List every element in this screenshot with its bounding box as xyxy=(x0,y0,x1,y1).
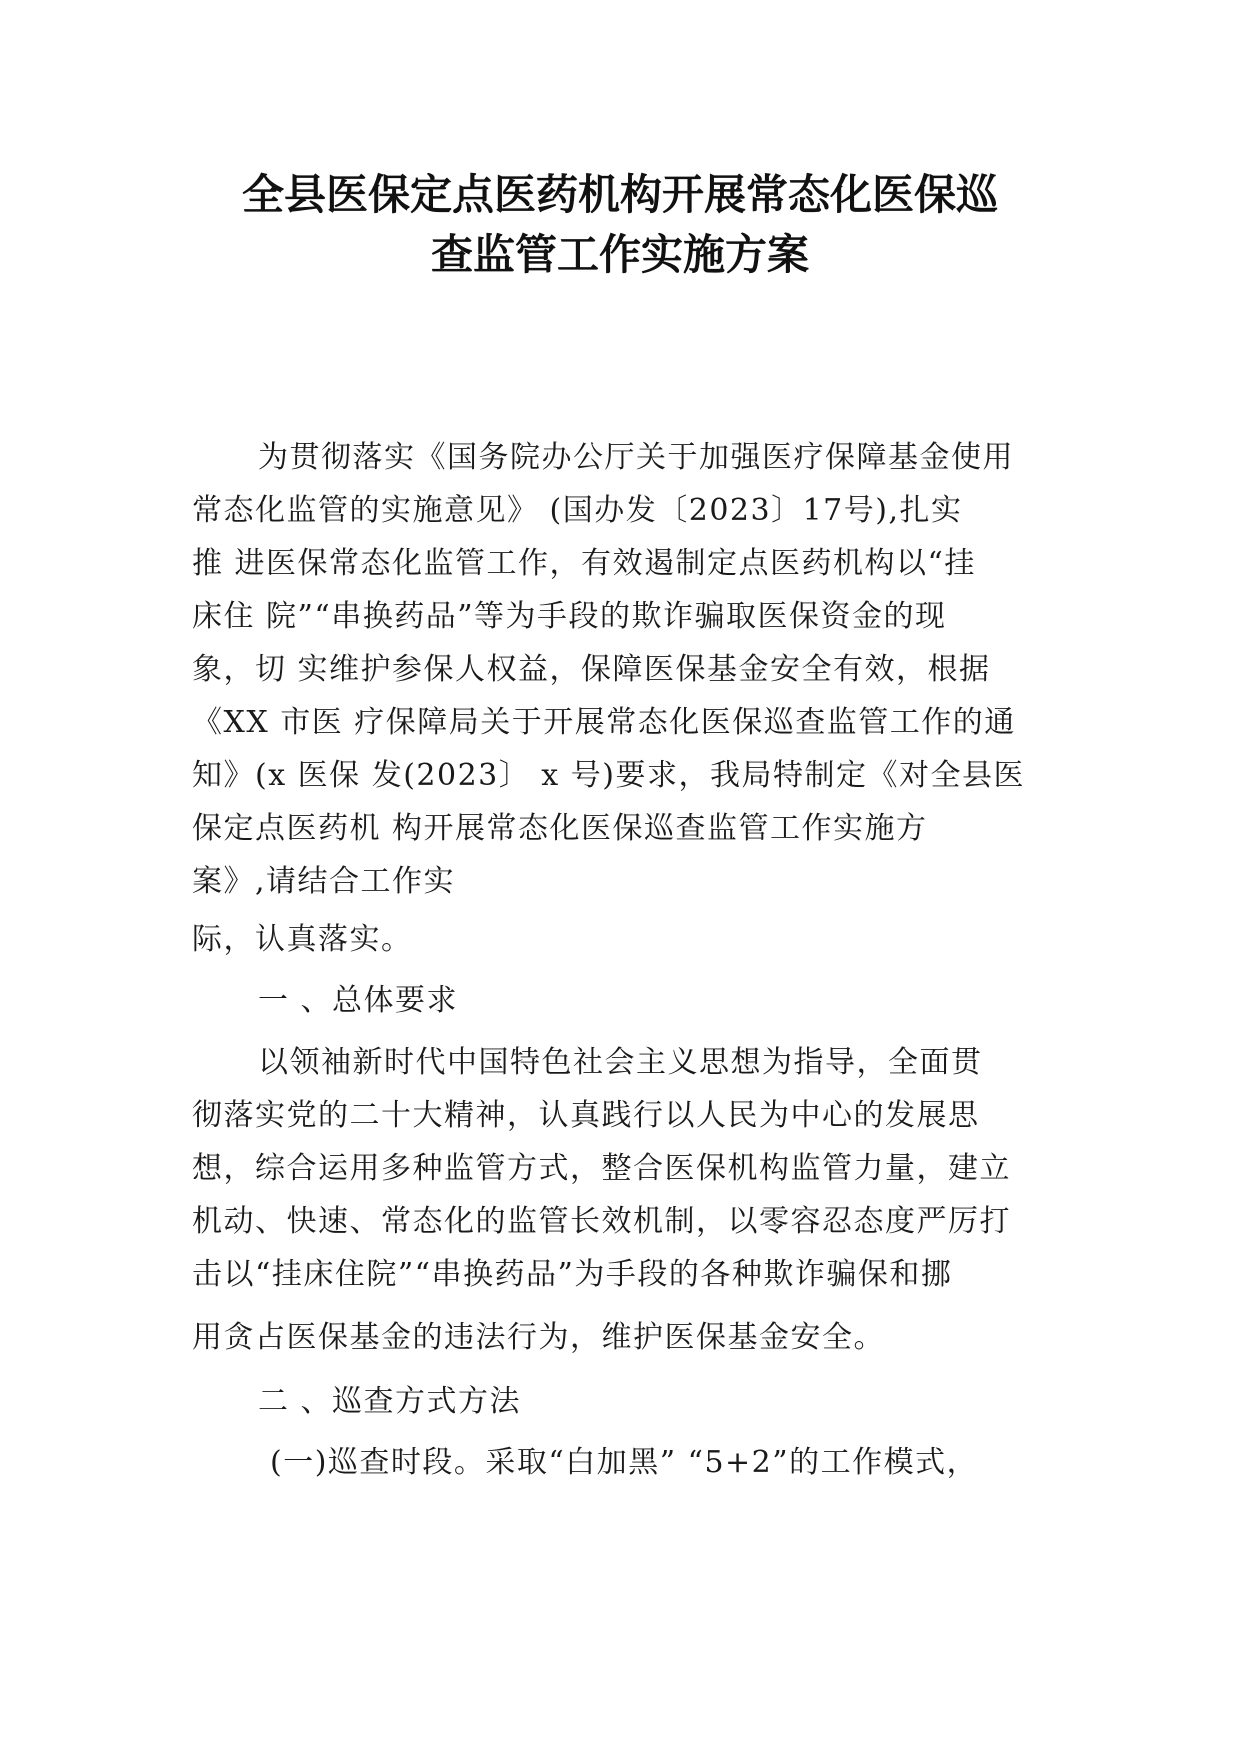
section-1-line-3: 想，综合运用多种监管方式，整合医保机构监管力量，建立 xyxy=(192,1151,1011,1186)
intro-line-8: 保定点医药机 构开展常态化医保巡查监管工作实施方 xyxy=(192,811,928,846)
section-1-line-4: 机动、快速、常态化的监管长效机制，以零容忍态度严厉打 xyxy=(192,1204,1011,1239)
intro-line-1: 为贯彻落实《国务院办公厅关于加强医疗保障基金使用 xyxy=(258,440,1014,475)
section-1-heading: 一 、总体要求 xyxy=(258,983,459,1018)
intro-line-6: 《XX 市医 疗保障局关于开展常态化医保巡查监管工作的通 xyxy=(192,705,1016,740)
document-title-line-2: 查监管工作实施方案 xyxy=(430,230,809,279)
intro-line-10: 际，认真落实。 xyxy=(192,922,413,957)
section-1-line-5: 击以“挂床住院”“串换药品”为手段的各种欺诈骗保和挪 xyxy=(192,1257,953,1292)
intro-line-5: 象，切 实维护参保人权益，保障医保基金安全有效，根据 xyxy=(192,652,991,687)
intro-line-3: 推 进医保常态化监管工作，有效遏制定点医药机构以“挂 xyxy=(192,546,976,581)
section-2-heading: 二 、巡查方式方法 xyxy=(258,1384,522,1419)
intro-line-2: 常态化监管的实施意见》 (国办发〔2023〕17号),扎实 xyxy=(192,493,963,528)
section-1-line-6: 用贪占医保基金的违法行为，维护医保基金安全。 xyxy=(192,1320,885,1355)
document-title-line-1: 全县医保定点医药机构开展常态化医保巡 xyxy=(241,170,998,219)
section-1-line-2: 彻落实党的二十大精神，认真践行以人民为中心的发展思 xyxy=(192,1098,980,1133)
intro-line-7: 知》(x 医保 发(2023〕 x 号)要求，我局特制定《对全县医 xyxy=(192,758,1025,793)
section-2-line-1: (一)巡查时段。采取“白加黑” “5+2”的工作模式， xyxy=(270,1445,979,1480)
intro-line-9: 案》,请结合工作实 xyxy=(192,864,456,899)
intro-line-4: 床住 院”“串换药品”等为手段的欺诈骗取医保资金的现 xyxy=(192,599,947,634)
section-1-line-1: 以领袖新时代中国特色社会主义思想为指导，全面贯 xyxy=(258,1045,983,1080)
